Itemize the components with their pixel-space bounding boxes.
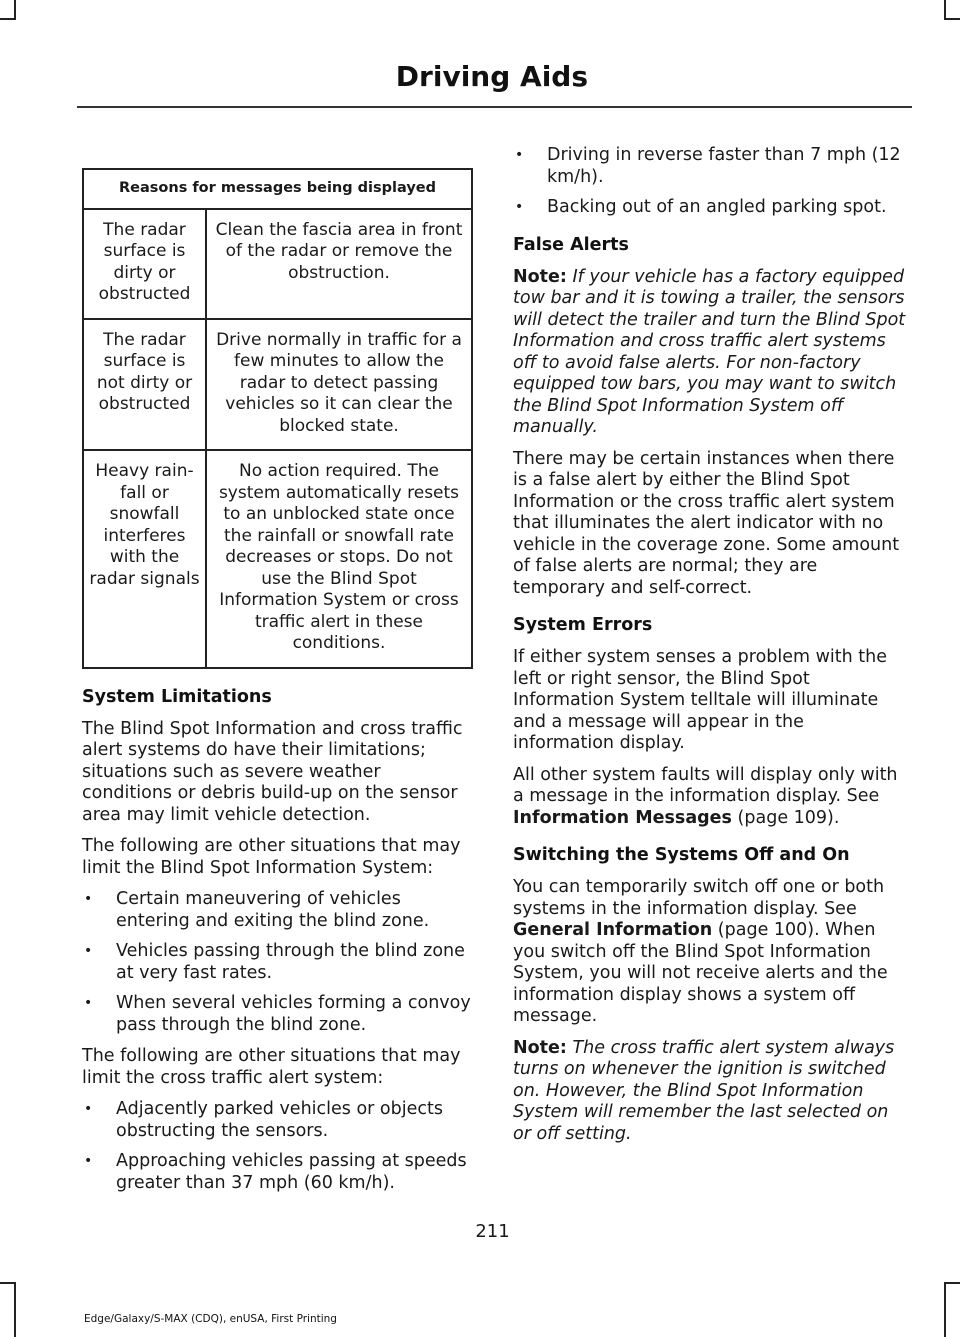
- crop-mark-top-right-v: [944, 0, 946, 20]
- crop-mark-top-left-h: [0, 18, 16, 20]
- right-column: [513, 145, 908, 1155]
- section-heading-switching: Switching the Systems Off and On: [513, 845, 850, 865]
- list-item: • Certain maneuvering of vehicles entering and exiting the blind zone.: [82, 889, 475, 932]
- cta-limitations-list: [82, 1099, 475, 1194]
- note-text: If your vehicle has a factory equipped tow bar and it is towing a trailer, the sensors will detect the trailer and turn the Blind Spot Information and cross traffic alert systems off to avoid false alerts. For non-factory equipped tow bars, you may want to switch the Blind Spot Information System off manually.: [513, 266, 906, 437]
- list-item: • When several vehicles forming a convoy pass through the blind zone.: [82, 993, 475, 1036]
- cause-cell: The radar surface is dirty or obstructed: [83, 209, 206, 319]
- crop-mark-bottom-left-v: [14, 1282, 16, 1337]
- list-item: • Approaching vehicles passing at speeds greater than 37 mph (60 km/h).: [82, 1151, 475, 1194]
- section-heading-system-errors: System Errors: [513, 615, 653, 635]
- page-header-title: Driving Aids: [395, 60, 588, 93]
- footer-text: Edge/Galaxy/S-MAX (CDQ), enUSA, First Printing: [84, 1313, 337, 1325]
- system-errors-body-1: If either system senses a problem with the left or right sensor, the Blind Spot Information System telltale will illuminate and a message will appear in the information display.: [513, 647, 888, 753]
- crop-mark-bottom-right-h: [944, 1282, 960, 1284]
- table-row: [83, 209, 472, 319]
- action-cell: Drive normally in traffic for a few minutes to allow the radar to detect passing vehicles so it can clear the blocked state.: [206, 319, 472, 451]
- cta-limitations-intro: The following are other situations that may limit the cross traffic alert system:: [82, 1046, 461, 1088]
- false-alerts-note: [513, 267, 908, 439]
- system-errors-text: All other system faults will display only with a message in the information display. See: [513, 764, 898, 806]
- left-column: [82, 168, 475, 1204]
- cause-cell: The radar surface is not dirty or obstructed: [83, 319, 206, 451]
- list-item: • Vehicles passing through the blind zone at very fast rates.: [82, 941, 475, 984]
- switching-text-continued: (page 100). When you switch off the Blind Spot Information System, you will not receive alerts and the information display shows a system off message.: [513, 920, 888, 1026]
- crop-mark-bottom-right-v: [944, 1282, 946, 1337]
- header-divider: [77, 106, 912, 108]
- switching-text: You can temporarily switch off one or both systems in the information display. See: [513, 877, 885, 919]
- cta-limitations-list-continued: [513, 145, 908, 219]
- bsis-limitations-intro: The following are other situations that may limit the Blind Spot Information System:: [82, 836, 461, 878]
- crop-mark-bottom-left-h: [0, 1282, 16, 1284]
- reasons-table: [82, 168, 473, 669]
- table-heading: Reasons for messages being displayed: [83, 169, 472, 209]
- action-cell: No action required. The system automatically resets to an unblocked state once the rainfall or snowfall rate decreases or stops. Do not use the Blind Spot Information System or cross traffic alert in these conditions.: [206, 450, 472, 668]
- note-label: Note:: [513, 266, 567, 287]
- section-heading-false-alerts: False Alerts: [513, 234, 629, 255]
- switching-body: [513, 877, 908, 1028]
- section-heading-limitations: System Limitations: [82, 686, 272, 707]
- note-text: The cross traffic alert system always turns on whenever the ignition is switched on. However, the Blind Spot Information System will remember the last selected on or off setting.: [513, 1037, 895, 1144]
- action-cell: Clean the fascia area in front of the radar or remove the obstruction.: [206, 209, 472, 319]
- system-errors-body-2: [513, 765, 908, 830]
- general-information-link[interactable]: General Information: [513, 920, 713, 940]
- list-item: • Adjacently parked vehicles or objects obstructing the sensors.: [82, 1099, 475, 1142]
- switching-note: [513, 1038, 908, 1146]
- page-number: 211: [475, 1221, 510, 1242]
- crop-mark-top-right-h: [944, 18, 960, 20]
- limitations-intro: The Blind Spot Information and cross traffic alert systems do have their limitations; situations such as severe weather conditions or debris build-up on the sensor area may limit vehicle detection.: [82, 718, 463, 825]
- bsis-limitations-list: [82, 889, 475, 1036]
- cause-cell: Heavy rain-fall or snowfall interferes with the radar signals: [83, 450, 206, 668]
- false-alerts-body: There may be certain instances when there is a false alert by either the Blind Spot Information or the cross traffic alert system that illuminates the alert indicator with no vehicle in the coverage zone. Some amount of false alerts are normal; they are temporary and self-correct.: [513, 448, 900, 598]
- list-item: • Backing out of an angled parking spot.: [513, 197, 908, 219]
- table-row: [83, 450, 472, 668]
- information-messages-link[interactable]: Information Messages: [513, 807, 732, 828]
- list-item: • Driving in reverse faster than 7 mph (12 km/h).: [513, 145, 908, 188]
- table-row: [83, 319, 472, 451]
- crop-mark-top-left-v: [14, 0, 16, 20]
- page-reference: (page 109).: [737, 807, 840, 828]
- note-label: Note:: [513, 1037, 567, 1058]
